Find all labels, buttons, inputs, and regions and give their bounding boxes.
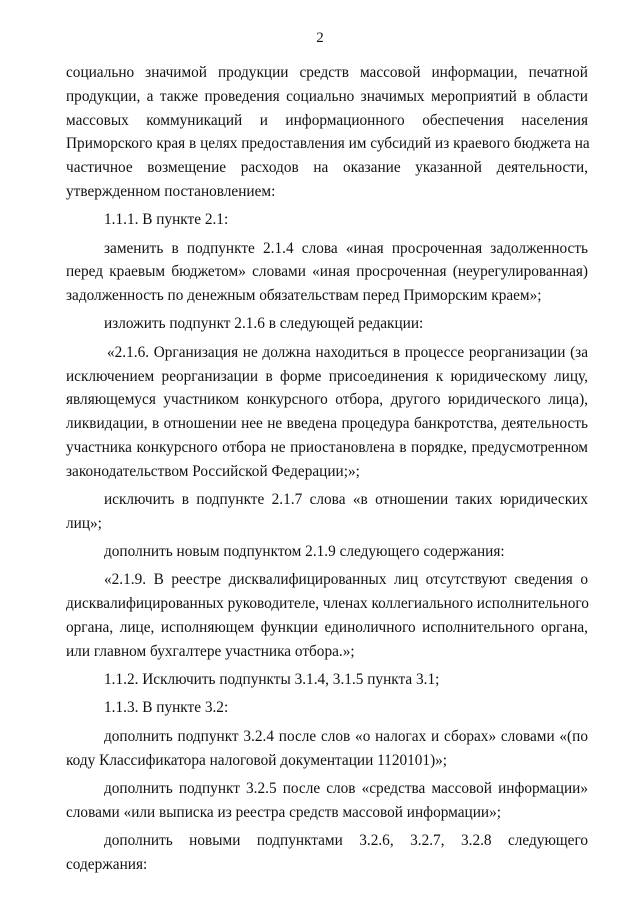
text-line: дополнить новыми подпунктами 3.2.6, 3.2.7, 3.2.8 следующего [104,831,588,849]
document-body [66,61,588,881]
text-line: 1.1.1. В пункте 2.1: [104,211,229,229]
text-line: «2.1.6. Организация не должна находиться в процессе реорганизации (за [107,343,588,361]
page-number: 2 [316,30,324,46]
paragraph-1-1-3 [66,696,588,720]
text-line: содержания: [66,855,148,873]
paragraph-add-3-2-4 [66,725,588,773]
text-line: участника конкурсного отбора не приостановлена в порядке, предусмотренном [66,438,588,456]
text-line: законодательством Российской Федерации;»; [66,462,360,480]
text-line: исключением реорганизации в форме присоединения к юридическому лицу, [66,367,588,385]
paragraph-1-1-2 [66,668,588,692]
text-line: утвержденном постановлением: [66,182,276,200]
text-line: задолженность по денежным обязательствам перед Приморским краем»; [66,287,542,305]
paragraph-add-3-2-5 [66,777,588,825]
text-line: дисквалифицированных руководителе, членах коллегиального исполнительного [66,595,589,613]
text-line: органа, лице, исполняющем функции единоличного исполнительного органа, [66,619,588,637]
text-line: 1.1.2. Исключить подпункты 3.1.4, 3.1.5 пункта 3.1; [104,671,440,689]
text-line: дополнить подпункт 3.2.5 после слов «средства массовой информации» [104,779,588,797]
text-line: коду Классификатора налоговой документации 1120101)»; [66,751,448,769]
text-line: изложить подпункт 2.1.6 в следующей редакции: [104,315,424,333]
paragraph-add-2-1-9 [66,540,588,564]
text-line: частичное возмещение расходов на оказание указанной деятельности, [66,159,588,177]
text-line: массовых коммуникаций и информационного обеспечения населения [66,111,588,129]
text-line: словами «или выписка из реестра средств массовой информации»; [66,803,501,821]
text-line: ликвидации, в отношении нее не введена процедура банкротства, деятельность [66,415,588,433]
text-line: или главном бухгалтере участника отбора.»; [66,642,355,660]
paragraph-text-2-1-9 [66,568,588,663]
paragraph-text-2-1-6 [66,341,588,484]
text-line: социально значимой продукции средств массовой информации, печатной [66,64,588,81]
text-line: «2.1.9. В реестре дисквалифицированных лиц отсутствуют сведения о [104,571,588,589]
paragraph-intro [66,61,588,204]
text-line: Приморского края в целях предоставления им субсидий из краевого бюджета на [66,135,590,153]
text-line: 1.1.3. В пункте 3.2: [104,699,229,717]
text-line: дополнить новым подпунктом 2.1.9 следующего содержания: [104,543,505,561]
text-line: дополнить подпункт 3.2.4 после слов «о налогах и сборах» словами «(по [104,727,588,745]
text-line: являющемуся участником конкурсного отбора, другого юридического лица), [66,391,588,409]
text-line: продукции, а также проведения социально значимых мероприятий в области [66,87,588,105]
paragraph-state-2-1-6 [66,312,588,336]
paragraph-add-3-2-6-3-2-8 [66,829,588,877]
text-line: перед краевым бюджетом» словами «иная просроченная (неурегулированная) [66,263,588,281]
paragraph-1-1-1 [66,208,588,232]
paragraph-exclude-2-1-7 [66,488,588,536]
text-line: исключить в подпункте 2.1.7 слова «в отношении таких юридических [104,491,588,509]
paragraph-replace-2-1-4 [66,237,588,308]
text-line: лиц»; [66,514,102,532]
text-line: заменить в подпункте 2.1.4 слова «иная просроченная задолженность [104,239,588,257]
